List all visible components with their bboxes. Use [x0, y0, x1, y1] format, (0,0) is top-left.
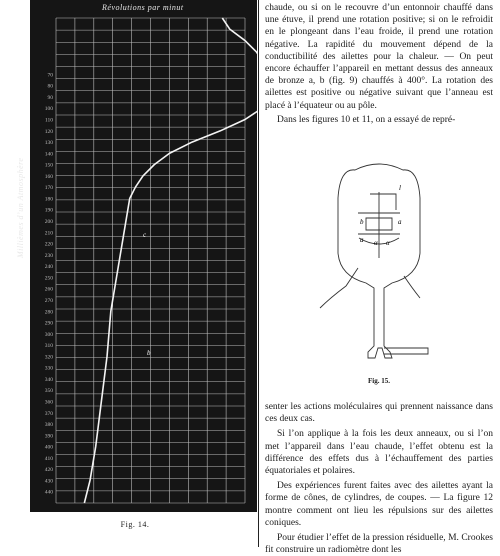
- y-tick-label: 390: [44, 433, 53, 440]
- y-tick-label: 370: [44, 410, 53, 417]
- y-tick-label: 240: [44, 264, 53, 271]
- y-tick-label: 350: [44, 388, 53, 395]
- y-tick-label: 430: [44, 478, 53, 485]
- label-alpha-2: α: [386, 239, 390, 247]
- label-b: b: [360, 218, 364, 226]
- figure-14-plot: [30, 0, 257, 512]
- paragraph-4: Si l’on applique à la fois les deux anneaux, ou si l’on met l’appareil dans l’eau chaude, l’effet obtenu est la différence des effets dus à l’échauffement des parties équatoriales et polaires.: [265, 429, 493, 477]
- y-tick-label: 230: [44, 252, 53, 259]
- paragraph-1: chaude, ou si on le recouvre d’un entonnoir chauffé dans une étuve, il prend une rotation positive; si on le refroidit en le plongeant dans l’eau froide, il prend une rotation négative. La rapidité du mouvement dépend de la conductibilité des ailettes pour la chaleur. — On peut encore échauffer l’appareil en mettant dessus des anneaux de bronze a, b (fig. 9) chauffés à 400°. La rotation des ailettes est positive ou négative suivant que l’anneau est placé à l’équateur ou au pôle.: [265, 3, 493, 111]
- y-tick-label: 90: [47, 94, 53, 101]
- y-tick-label: 220: [44, 241, 53, 248]
- y-tick-label: 120: [44, 128, 53, 135]
- y-tick-label: 300: [44, 331, 53, 338]
- y-tick-label: 250: [44, 275, 53, 282]
- figure-15-caption: Fig. 15.: [368, 377, 390, 385]
- y-tick-label: 190: [44, 207, 53, 214]
- text-block-bottom: [265, 401, 493, 556]
- y-tick-label: 80: [47, 83, 53, 90]
- y-tick-label: 170: [44, 185, 53, 192]
- paragraph-6: Pour étudier l’effet de la pression résiduelle, M. Crookes fit construire un radiomètre dont les: [265, 533, 493, 556]
- y-tick-label: 380: [44, 422, 53, 429]
- y-tick-label: 410: [44, 455, 53, 462]
- figure-15-radiometer-illustration: [300, 158, 458, 366]
- y-tick-label: 210: [44, 230, 53, 237]
- y-tick-label: 180: [44, 196, 53, 203]
- y-tick-label: 140: [44, 151, 53, 158]
- curve-label: c: [143, 231, 147, 239]
- figure-14: [16, 0, 257, 512]
- chart-title: Révolutions par minut: [102, 3, 184, 12]
- text-block-top: [265, 2, 493, 126]
- y-tick-label: 440: [44, 489, 53, 496]
- figure-14-caption: Fig. 14.: [120, 520, 150, 529]
- y-tick-label: 320: [44, 354, 53, 361]
- y-tick-label: 360: [44, 399, 53, 406]
- y-tick-label: 290: [44, 320, 53, 327]
- paragraph-3: senter les actions moléculaires qui prennent naissance dans ces deux cas.: [265, 402, 493, 425]
- y-tick-label: 100: [44, 106, 53, 113]
- y-tick-label: 420: [44, 467, 53, 474]
- y-tick-label: 70: [47, 72, 53, 79]
- y-tick-label: 200: [44, 219, 53, 226]
- radiometer-drawing: [320, 164, 428, 358]
- y-tick-label: 110: [44, 117, 53, 124]
- y-tick-label: 340: [44, 376, 53, 383]
- y-tick-label: 280: [44, 309, 53, 316]
- paragraph-2: Dans les figures 10 et 11, on a essayé de repré-: [277, 114, 456, 125]
- y-tick-label: 150: [44, 162, 53, 169]
- y-tick-label: 160: [44, 173, 53, 180]
- y-tick-label: 310: [44, 343, 53, 350]
- y-tick-label: 260: [44, 286, 53, 293]
- y-tick-label: 130: [44, 140, 53, 147]
- y-tick-label: 330: [44, 365, 53, 372]
- label-a-left: a: [360, 236, 364, 244]
- y-tick-label: 270: [44, 297, 53, 304]
- y-tick-label: 400: [44, 444, 53, 451]
- label-alpha-1: α: [374, 239, 378, 247]
- column-divider: [258, 0, 259, 547]
- label-l: l: [399, 184, 401, 192]
- y-axis-label: Millièmes d’un Atmosphère: [16, 157, 25, 258]
- paragraph-5: Des expériences furent faites avec des ailettes ayant la forme de cônes, de cylindres, de coupes. — La figure 12 montre comment ont lieu les répulsions sur des ailettes coniques.: [265, 481, 493, 528]
- curve-label: b: [147, 349, 151, 357]
- label-a: a: [398, 218, 402, 226]
